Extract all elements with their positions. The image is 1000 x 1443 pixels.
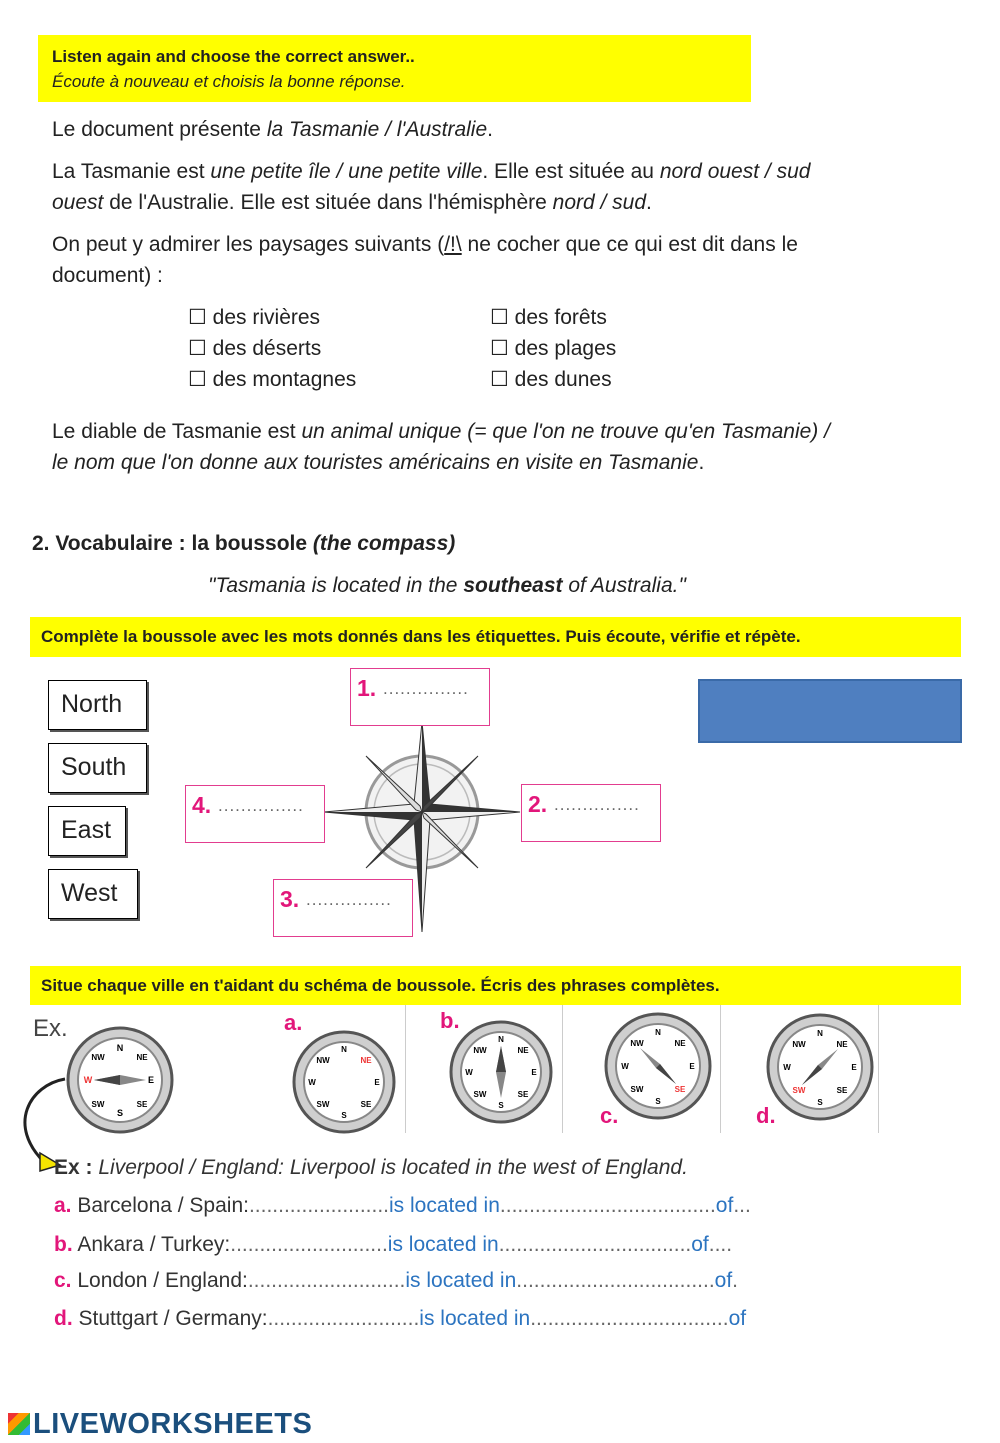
sentence-hint-of: of xyxy=(715,1194,734,1217)
answer-box-3[interactable] xyxy=(273,879,413,937)
question-4 xyxy=(52,416,972,478)
compass-se-label: SE xyxy=(674,1085,686,1094)
compass-se-label: SE xyxy=(517,1090,529,1099)
logo-text: LIVEWORKSHEETS xyxy=(33,1408,313,1440)
sentence-hint-of: of xyxy=(714,1269,733,1292)
checkbox-label: des rivières xyxy=(212,306,321,329)
compass-letter-d: d. xyxy=(756,1103,776,1128)
compass-s-label: S xyxy=(116,1108,124,1118)
question-3 xyxy=(52,229,952,291)
q3-text-d: document) : xyxy=(52,264,163,287)
checkbox-icon[interactable]: ☐ xyxy=(188,306,207,329)
checkbox-icon[interactable]: ☐ xyxy=(188,368,207,391)
q4-end: . xyxy=(698,451,705,474)
sentence-blank[interactable]: .......................... xyxy=(267,1307,420,1330)
checkbox-icon[interactable]: ☐ xyxy=(188,337,207,360)
compass-w-label: W xyxy=(308,1078,316,1087)
answer-box-number: 4. xyxy=(192,792,212,818)
compass-nw-label: NW xyxy=(630,1039,644,1048)
compass-letter-a: a. xyxy=(284,1010,303,1035)
checkbox-item-montagnes[interactable] xyxy=(188,367,356,392)
word-label-north[interactable]: North xyxy=(48,680,147,730)
answer-box-dots: ............... xyxy=(306,890,392,909)
compass-b-icon xyxy=(445,1020,557,1124)
answer-box-4[interactable] xyxy=(185,785,325,843)
q1-text: Le document présente xyxy=(52,118,267,141)
instruction-cities: Situe chaque ville en t'aidant du schéma de boussole. Écris des phrases complètes. xyxy=(41,976,720,995)
example-label: Ex. xyxy=(33,1015,68,1042)
compass-n-label: N xyxy=(655,1028,661,1037)
quote-start: "Tasmania is located in the xyxy=(208,574,464,597)
compass-sw-label: SW xyxy=(91,1100,105,1109)
instruction-compass: Complète la boussole avec les mots donnés dans les étiquettes. Puis écoute, vérifie et répète. xyxy=(41,627,801,646)
sentence-blank[interactable]: .................................. xyxy=(516,1269,715,1292)
sentence-letter: d. xyxy=(54,1307,73,1330)
compass-sw-label: SW xyxy=(473,1090,487,1099)
example-sentence-text: Liverpool / England: Liverpool is located in the west of England. xyxy=(98,1156,688,1179)
divider xyxy=(720,1005,721,1133)
sentence-hint-of: of xyxy=(691,1233,709,1256)
compass-letter-c: c. xyxy=(600,1103,619,1128)
drop-target-box[interactable] xyxy=(698,679,962,743)
question-2 xyxy=(52,156,952,218)
compass-w-label: W xyxy=(83,1075,93,1085)
q2-choice-size[interactable]: une petite île / une petite ville xyxy=(210,160,483,183)
word-label-south[interactable]: South xyxy=(48,743,147,793)
answer-box-number: 1. xyxy=(357,675,377,701)
sentence-hint: is located in xyxy=(405,1269,517,1292)
sentence-hint: is located in xyxy=(387,1233,499,1256)
answer-box-number: 3. xyxy=(280,886,300,912)
checkbox-icon[interactable]: ☐ xyxy=(490,337,509,360)
sentence-letter: c. xyxy=(54,1269,72,1292)
q1-choice[interactable]: la Tasmanie / l'Australie xyxy=(266,118,488,141)
compass-w-label: W xyxy=(465,1068,473,1077)
compass-nw-label: NW xyxy=(91,1053,105,1062)
sentence-letter: b. xyxy=(54,1233,73,1256)
compass-n-label: N xyxy=(498,1035,504,1044)
checkbox-icon[interactable]: ☐ xyxy=(490,306,509,329)
compass-ne-label: NE xyxy=(136,1053,148,1062)
warning-symbol: /!\ xyxy=(444,233,462,256)
sentence-blank[interactable]: . xyxy=(732,1269,739,1292)
example-sentence xyxy=(54,1156,688,1180)
compass-ne-label: NE xyxy=(836,1040,848,1049)
sentence-line-b[interactable] xyxy=(54,1233,732,1257)
q2-choice-hemisphere[interactable]: nord / sud xyxy=(552,191,647,214)
checkbox-item-rivieres[interactable] xyxy=(188,305,320,330)
sentence-line-d[interactable] xyxy=(54,1307,746,1331)
q4-choice-b[interactable]: le nom que l'on donne aux touristes américains en visite en Tasmanie xyxy=(52,451,699,474)
compass-ne-label: NE xyxy=(674,1039,686,1048)
answer-box-dots: ............... xyxy=(554,795,640,814)
sentence-hint-of: of xyxy=(728,1307,747,1330)
sentence-hint: is located in xyxy=(389,1194,500,1217)
compass-e-label: E xyxy=(147,1075,155,1085)
question-1 xyxy=(52,114,493,145)
instruction-english: Listen again and choose the correct answer.. xyxy=(52,47,415,66)
word-label-west[interactable]: West xyxy=(48,869,138,919)
compass-nw-label: NW xyxy=(473,1046,487,1055)
compass-n-label: N xyxy=(817,1029,823,1038)
checkbox-label: des plages xyxy=(514,337,617,360)
compass-w-label: W xyxy=(783,1063,791,1072)
instruction-banner-1 xyxy=(38,35,751,102)
checkbox-label: des déserts xyxy=(212,337,322,360)
compass-n-label: N xyxy=(341,1045,347,1054)
checkbox-label: des dunes xyxy=(514,368,612,391)
sentence-blank[interactable]: .................................. xyxy=(530,1307,729,1330)
answer-box-1[interactable] xyxy=(350,668,490,726)
compass-s-label: S xyxy=(655,1097,661,1106)
divider xyxy=(878,1005,879,1133)
q2-text-a: La Tasmanie est xyxy=(52,160,211,183)
sentence-blank[interactable]: ..................................... xyxy=(499,1194,716,1217)
compass-a-icon xyxy=(288,1030,400,1134)
q4-text-a: Le diable de Tasmanie est xyxy=(52,420,302,443)
q2-text-f: de l'Australie. Elle est située dans l'hémisphère xyxy=(103,191,553,214)
checkbox-item-dunes[interactable] xyxy=(490,367,612,392)
q2-end: . xyxy=(646,191,652,214)
divider xyxy=(562,1005,563,1133)
sentence-prompt: London / England: xyxy=(77,1269,248,1292)
sentence-line-a[interactable] xyxy=(54,1194,751,1218)
q3-text-a: On peut y admirer les paysages suivants ( xyxy=(52,233,445,256)
compass-w-label: W xyxy=(621,1062,629,1071)
compass-se-label: SE xyxy=(836,1086,848,1095)
compass-sw-label: SW xyxy=(316,1100,330,1109)
logo-mark-icon xyxy=(8,1413,30,1435)
checkbox-label: des montagnes xyxy=(212,368,357,391)
q2-text-c: . Elle est située au xyxy=(482,160,660,183)
compass-s-label: S xyxy=(341,1111,347,1120)
compass-e-label: E xyxy=(374,1078,380,1087)
sentence-prompt: Ankara / Turkey: xyxy=(77,1233,231,1256)
quote-bold: southeast xyxy=(463,574,563,597)
compass-ne-label: NE xyxy=(517,1046,529,1055)
instruction-banner-2 xyxy=(30,617,961,657)
compass-se-label: SE xyxy=(136,1100,148,1109)
instruction-banner-3 xyxy=(30,966,961,1005)
compass-nw-label: NW xyxy=(316,1056,330,1065)
checkbox-item-plages[interactable] xyxy=(490,336,616,361)
sentence-blank[interactable]: .... xyxy=(708,1233,733,1256)
section-2-title xyxy=(32,532,455,556)
compass-ne-label: NE xyxy=(360,1056,372,1065)
sentence-blank[interactable]: ... xyxy=(733,1194,751,1217)
quote-end: of Australia." xyxy=(562,574,686,597)
compass-e-label: E xyxy=(689,1062,695,1071)
answer-box-dots: ............... xyxy=(383,679,469,698)
sentence-prompt: Stuttgart / Germany: xyxy=(78,1307,268,1330)
q2-choice-direction[interactable]: nord ouest / sud xyxy=(659,160,811,183)
compass-nw-label: NW xyxy=(792,1040,806,1049)
sentence-blank[interactable]: ........................... xyxy=(230,1233,388,1256)
q1-end: . xyxy=(487,118,493,141)
compass-letter-b: b. xyxy=(440,1008,460,1033)
word-label-east[interactable]: East xyxy=(48,806,126,856)
liveworksheets-logo[interactable] xyxy=(8,1408,312,1441)
checkbox-item-deserts[interactable] xyxy=(188,336,321,361)
answer-box-dots: ............... xyxy=(218,796,304,815)
checkbox-icon[interactable]: ☐ xyxy=(490,368,509,391)
sentence-hint: is located in xyxy=(419,1307,531,1330)
q3-text-c: ne cocher que ce qui est dit dans le xyxy=(461,233,798,256)
answer-box-2[interactable] xyxy=(521,784,661,842)
section-2-title-text: 2. Vocabulaire : la boussole xyxy=(32,532,313,555)
sentence-line-c[interactable] xyxy=(54,1269,738,1293)
checkbox-item-forets[interactable] xyxy=(490,305,607,330)
compass-s-label: S xyxy=(498,1101,504,1110)
sentence-blank[interactable]: ........................ xyxy=(248,1194,389,1217)
compass-e-label: E xyxy=(531,1068,537,1077)
instruction-french: Écoute à nouveau et choisis la bonne réponse. xyxy=(52,72,406,91)
answer-box-number: 2. xyxy=(528,791,548,817)
sentence-blank[interactable]: ........................... xyxy=(247,1269,406,1292)
compass-d-icon xyxy=(762,1013,878,1121)
compass-e-label: E xyxy=(851,1063,857,1072)
compass-sw-label: SW xyxy=(792,1086,806,1095)
sentence-prompt: Barcelona / Spain: xyxy=(77,1194,249,1217)
compass-n-label: N xyxy=(116,1043,124,1053)
checkbox-label: des forêts xyxy=(514,306,607,329)
divider xyxy=(405,1005,406,1133)
q4-choice-a[interactable]: un animal unique (= que l'on ne trouve qu'en Tasmanie) / xyxy=(301,420,830,443)
sentence-letter: a. xyxy=(54,1194,72,1217)
compass-sw-label: SW xyxy=(630,1085,644,1094)
compass-se-label: SE xyxy=(360,1100,372,1109)
example-quote xyxy=(208,574,686,598)
q2-choice-direction-end[interactable]: ouest xyxy=(52,191,104,214)
section-2-title-translation: (the compass) xyxy=(312,532,456,555)
compass-s-label: S xyxy=(817,1098,823,1107)
example-sentence-label: Ex : xyxy=(54,1156,99,1179)
sentence-blank[interactable]: ................................. xyxy=(498,1233,692,1256)
